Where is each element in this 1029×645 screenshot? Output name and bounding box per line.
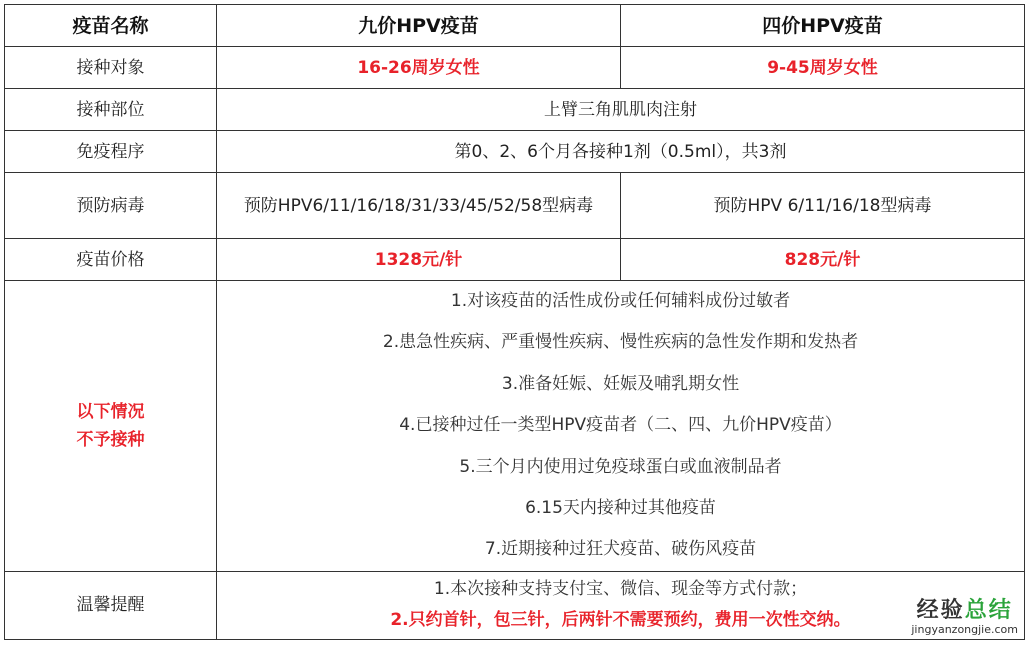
header-four-valent: 四价HPV疫苗 <box>621 5 1025 47</box>
list-item: 1.对该疫苗的活性成份或任何辅料成份过敏者 <box>450 291 791 311</box>
contra-label-line2: 不予接种 <box>76 429 145 450</box>
row-label-site: 接种部位 <box>5 89 217 131</box>
row-label-price: 疫苗价格 <box>5 239 217 281</box>
watermark-url: jingyanzongjie.com <box>911 622 1018 636</box>
row-label-tips: 温馨提醒 <box>5 571 217 639</box>
four-valent-prevent: 预防HPV 6/11/16/18型病毒 <box>621 173 1025 239</box>
table-row-target <box>5 47 1025 89</box>
list-item: 5.三个月内使用过免疫球蛋白或血液制品者 <box>459 456 782 477</box>
list-item: 4.已接种过任一类型HPV疫苗者（二、四、九价HPV疫苗） <box>399 415 842 436</box>
four-valent-price: 828元/针 <box>621 239 1025 281</box>
site-value: 上臂三角肌肌肉注射 <box>217 89 1025 131</box>
table-header-row <box>5 5 1025 47</box>
list-item: 6.15天内接种过其他疫苗 <box>525 497 716 518</box>
table-row-tips <box>5 571 1025 639</box>
contra-label-line1: 以下情况 <box>76 401 145 422</box>
tip-item-appointment: 2.只约首针，包三针，后两针不需要预约，费用一次性交纳。 <box>390 610 851 631</box>
nine-valent-prevent: 预防HPV6/11/16/18/31/33/45/52/58型病毒 <box>217 173 621 239</box>
watermark <box>911 599 1018 637</box>
row-label-contraindications <box>5 281 217 572</box>
table-row-site <box>5 89 1025 131</box>
schedule-value: 第0、2、6个月各接种1剂（0.5ml），共3剂 <box>217 131 1025 173</box>
table-row-schedule <box>5 131 1025 173</box>
table-row-prevent <box>5 173 1025 239</box>
row-label-target: 接种对象 <box>5 47 217 89</box>
nine-valent-price: 1328元/针 <box>217 239 621 281</box>
list-item: 3.准备妊娠、妊娠及哺乳期女性 <box>501 373 740 394</box>
row-label-prevent: 预防病毒 <box>5 173 217 239</box>
list-item: 7.近期接种过狂犬疫苗、破伤风疫苗 <box>484 539 757 560</box>
row-label-schedule: 免疫程序 <box>5 131 217 173</box>
watermark-logo-a: 经验 <box>916 597 965 623</box>
tips-list <box>217 571 1025 639</box>
watermark-logo <box>911 599 1018 623</box>
table-row-price <box>5 239 1025 281</box>
vaccine-comparison-table <box>4 4 1025 640</box>
list-item: 2.患急性疾病、严重慢性疾病、慢性疾病的急性发作期和发热者 <box>382 332 859 353</box>
nine-valent-target: 16-26周岁女性 <box>217 47 621 89</box>
four-valent-target: 9-45周岁女性 <box>621 47 1025 89</box>
table-row-contraindications <box>5 281 1025 572</box>
tip-item-payment: 1.本次接种支持支付宝、微信、现金等方式付款； <box>433 579 808 600</box>
contraindication-list <box>217 281 1025 572</box>
header-vaccine-name: 疫苗名称 <box>5 5 217 47</box>
header-nine-valent: 九价HPV疫苗 <box>217 5 621 47</box>
watermark-logo-b: 总结 <box>964 597 1013 623</box>
